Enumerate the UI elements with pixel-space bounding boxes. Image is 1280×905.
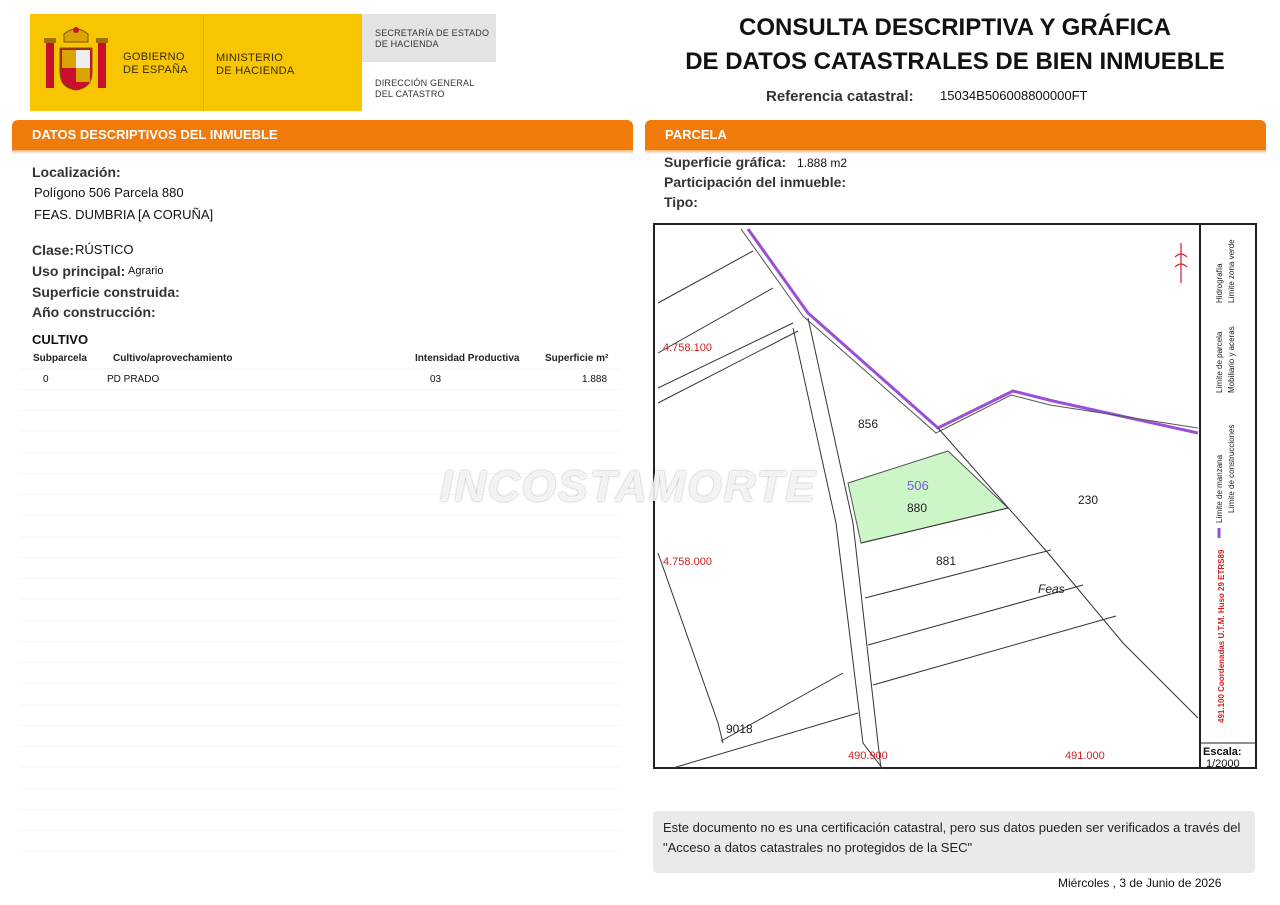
legend-parcela: Límite de parcela <box>1215 331 1224 393</box>
coord-y-bottom: 4.758.000 <box>663 556 712 568</box>
disclaimer-notice: Este documento no es una certificación catastral, pero sus datos pueden ser verificados a través del "Acceso a datos catastrales no protegidos de la SEC" <box>653 811 1255 873</box>
boundary-line-purple <box>748 229 1198 433</box>
place-feas-label: Feas <box>1038 582 1065 596</box>
cell-intensidad: 03 <box>430 374 442 385</box>
document-title-line2: DE DATOS CATASTRALES DE BIEN INMUEBLE <box>685 48 1225 75</box>
legend-construcciones: Límite de construcciones <box>1227 424 1236 513</box>
parcel-880-label: 880 <box>907 501 928 515</box>
coat-of-arms-icon <box>42 26 110 96</box>
col-intensidad: Intensidad Productiva <box>415 353 520 364</box>
legend-hidrografia: Hidrografía <box>1215 263 1224 303</box>
north-arrow-icon <box>1175 243 1187 283</box>
escala-label: Escala: <box>1203 746 1242 758</box>
coord-x-right: 491.000 <box>1065 750 1105 762</box>
superficie-grafica-label: Superficie gráfica: <box>664 154 787 170</box>
legend-manzana: Límite de manzana <box>1215 454 1224 523</box>
watermark: INCOSTAMORTE <box>440 462 817 511</box>
escala-value: 1/2000 <box>1206 758 1240 770</box>
coord-x-left: 490.900 <box>848 750 888 762</box>
road-edge-left <box>793 328 883 769</box>
parcel-9018-label: 9018 <box>726 722 753 736</box>
parcel-line <box>938 428 1198 718</box>
localizacion-line2: FEAS. DUMBRIA [A CORUÑA] <box>34 207 214 222</box>
document-title-line1: CONSULTA DESCRIPTIVA Y GRÁFICA <box>738 14 1172 41</box>
parcel-line <box>658 251 753 303</box>
superficie-grafica-value: 1.888 m2 <box>797 156 848 170</box>
logo-divider <box>203 14 204 111</box>
uso-principal-value: Agrario <box>128 265 164 277</box>
cell-subparcela: 0 <box>43 374 49 385</box>
cell-superficie: 1.888 <box>582 374 608 385</box>
referencia-catastral-value: 15034B506008800000FT <box>940 88 1088 103</box>
clase-value: RÚSTICO <box>75 242 134 257</box>
parcel-line <box>673 713 858 768</box>
parcel-230-label: 230 <box>1078 493 1099 507</box>
legend-mobiliario: Mobiliario y aceras <box>1227 326 1236 393</box>
gobierno-text: GOBIERNO DE ESPAÑA <box>123 51 188 76</box>
parcel-line <box>873 616 1116 685</box>
datos-descriptivos-header: DATOS DESCRIPTIVOS DEL INMUEBLE <box>12 120 633 150</box>
parcela-header: PARCELA <box>645 120 1266 150</box>
superficie-construida-label: Superficie construida: <box>32 284 180 300</box>
tipo-label: Tipo: <box>664 194 698 210</box>
localizacion-label: Localización: <box>32 164 121 180</box>
clase-label: Clase: <box>32 242 75 258</box>
referencia-catastral-label: Referencia catastral: <box>766 88 914 105</box>
legend-coords-note: 491.100 Coordenadas U.T.M. Huso 29 ETRS89 <box>1217 549 1226 723</box>
uso-principal-label: Uso principal: <box>32 263 126 279</box>
cultivo-table-background <box>20 348 620 868</box>
parcel-line <box>658 323 793 388</box>
cell-cultivo: PD PRADO <box>107 374 160 385</box>
col-superficie: Superficie m² <box>545 353 609 364</box>
parcel-line <box>658 553 723 743</box>
legend-zona-verde: Límite zona verde <box>1227 239 1236 303</box>
coord-y-top: 4.758.100 <box>663 342 712 354</box>
cultivo-title: CULTIVO <box>32 332 89 347</box>
anio-construccion-label: Año construcción: <box>32 304 156 320</box>
parcel-line <box>865 550 1051 598</box>
ministerio-text: MINISTERIO DE HACIENDA <box>216 52 295 77</box>
parcel-881-label: 881 <box>936 554 957 568</box>
parcel-880-highlight <box>848 451 1008 543</box>
col-subparcela: Subparcela <box>33 353 87 364</box>
parcel-856-label: 856 <box>858 417 879 431</box>
road-edge-right <box>808 318 881 769</box>
localizacion-line1: Polígono 506 Parcela 880 <box>34 185 184 200</box>
participacion-label: Participación del inmueble: <box>664 174 847 190</box>
secretaria-text: SECRETARÍA DE ESTADO DE HACIENDA <box>375 28 490 49</box>
col-cultivo: Cultivo/aprovechamiento <box>113 353 233 364</box>
direccion-general-text: DIRECCIÓN GENERAL DEL CATASTRO <box>375 78 475 99</box>
poligono-label: 506 <box>907 478 929 493</box>
document-date: Miércoles , 3 de Junio de 2026 <box>1058 876 1222 890</box>
